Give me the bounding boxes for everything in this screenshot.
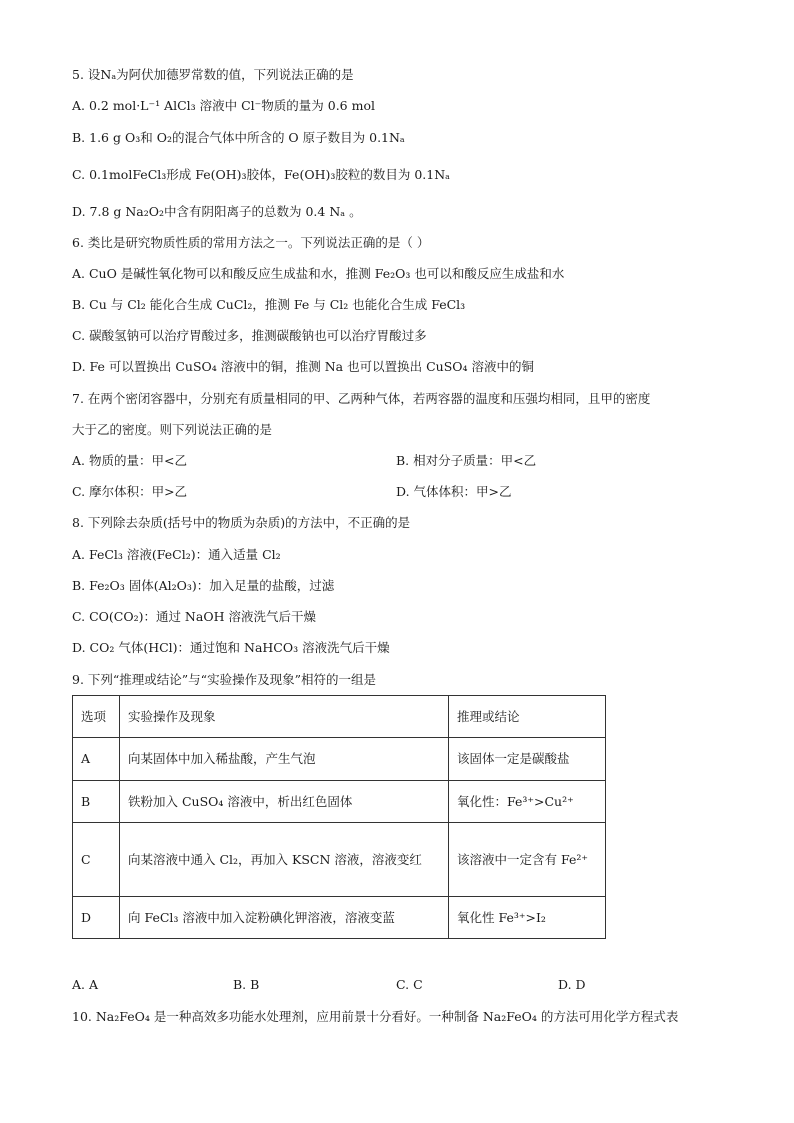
q5-option-b: B. 1.6 g O₃和 O₂的混合气体中所含的 O 原子数目为 0.1Nₐ: [72, 130, 405, 145]
q5-option-d: D. 7.8 g Na₂O₂中含有阴阳离子的总数为 0.4 Nₐ 。: [72, 204, 362, 219]
q7-stem-line1: 7. 在两个密闭容器中，分别充有质量相同的甲、乙两种气体，若两容器的温度和压强均相同，且甲的密度: [72, 391, 651, 406]
cell-operation: 铁粉加入 CuSO₄ 溶液中，析出红色固体: [120, 781, 449, 823]
cell-conclusion: 氧化性：Fe³⁺>Cu²⁺: [449, 781, 606, 823]
q7-option-c: C. 摩尔体积：甲>乙: [72, 484, 188, 499]
q7-option-b: B. 相对分子质量：甲<乙: [396, 453, 537, 468]
header-option: 选项: [73, 696, 120, 738]
cell-label: D: [73, 897, 120, 939]
q5-stem: 5. 设Nₐ为阿伏加德罗常数的值，下列说法正确的是: [72, 67, 354, 82]
q6-option-b: B. Cu 与 Cl₂ 能化合生成 CuCl₂，推测 Fe 与 Cl₂ 也能化合生成 FeCl₃: [72, 297, 466, 312]
cell-label: C: [73, 823, 120, 897]
q6-option-a: A. CuO 是碱性氧化物可以和酸反应生成盐和水，推测 Fe₂O₃ 也可以和酸反应生成盐和水: [72, 266, 565, 281]
q9-stem: 9. 下列“推理或结论”与“实验操作及现象”相符的一组是: [72, 672, 376, 687]
q9-option-a: A. A: [72, 977, 99, 992]
q7-option-a: A. 物质的量：甲<乙: [72, 453, 187, 468]
cell-operation: 向 FeCl₃ 溶液中加入淀粉碘化钾溶液，溶液变蓝: [120, 897, 449, 939]
q8-stem: 8. 下列除去杂质(括号中的物质为杂质)的方法中，不正确的是: [72, 515, 411, 530]
table-row: [73, 738, 606, 781]
q7-stem-line2: 大于乙的密度。则下列说法正确的是: [72, 422, 273, 437]
q5-option-c: C. 0.1molFeCl₃形成 Fe(OH)₃胶体，Fe(OH)₃胶粒的数目为 0.1Nₐ: [72, 167, 450, 182]
table-row: [73, 897, 606, 939]
q6-stem: 6. 类比是研究物质性质的常用方法之一。下列说法正确的是（ ）: [72, 235, 430, 250]
header-operation: 实验操作及现象: [120, 696, 449, 738]
q8-option-c: C. CO(CO₂)：通过 NaOH 溶液洗气后干燥: [72, 609, 316, 624]
table-header-row: [73, 696, 606, 738]
cell-operation: 向某溶液中通入 Cl₂，再加入 KSCN 溶液，溶液变红: [120, 823, 449, 897]
q8-option-a: A. FeCl₃ 溶液(FeCl₂)：通入适量 Cl₂: [72, 547, 281, 562]
q9-option-c: C. C: [396, 977, 423, 992]
cell-conclusion: 氧化性 Fe³⁺>I₂: [449, 897, 606, 939]
cell-label: B: [73, 781, 120, 823]
table-row: [73, 823, 606, 897]
q8-option-d: D. CO₂ 气体(HCl)：通过饱和 NaHCO₃ 溶液洗气后干燥: [72, 640, 390, 655]
cell-conclusion: 该溶液中一定含有 Fe²⁺: [449, 823, 606, 897]
header-conclusion: 推理或结论: [449, 696, 606, 738]
q9-option-d: D. D: [558, 977, 586, 992]
q9-option-b: B. B: [233, 977, 260, 992]
cell-conclusion: 该固体一定是碳酸盐: [449, 738, 606, 781]
cell-operation: 向某固体中加入稀盐酸，产生气泡: [120, 738, 449, 781]
q6-option-c: C. 碳酸氢钠可以治疗胃酸过多，推测碳酸钠也可以治疗胃酸过多: [72, 328, 427, 343]
q9-table: [72, 695, 606, 939]
q8-option-b: B. Fe₂O₃ 固体(Al₂O₃)：加入足量的盐酸，过滤: [72, 578, 335, 593]
q10-stem: 10. Na₂FeO₄ 是一种高效多功能水处理剂，应用前景十分看好。一种制备 Na₂FeO₄ 的方法可用化学方程式表: [72, 1009, 679, 1024]
q6-option-d: D. Fe 可以置换出 CuSO₄ 溶液中的铜，推测 Na 也可以置换出 CuSO₄ 溶液中的铜: [72, 359, 534, 374]
table-row: [73, 781, 606, 823]
cell-label: A: [73, 738, 120, 781]
q7-option-d: D. 气体体积：甲>乙: [396, 484, 512, 499]
q5-option-a: A. 0.2 mol·L⁻¹ AlCl₃ 溶液中 Cl⁻物质的量为 0.6 mol: [72, 98, 375, 113]
